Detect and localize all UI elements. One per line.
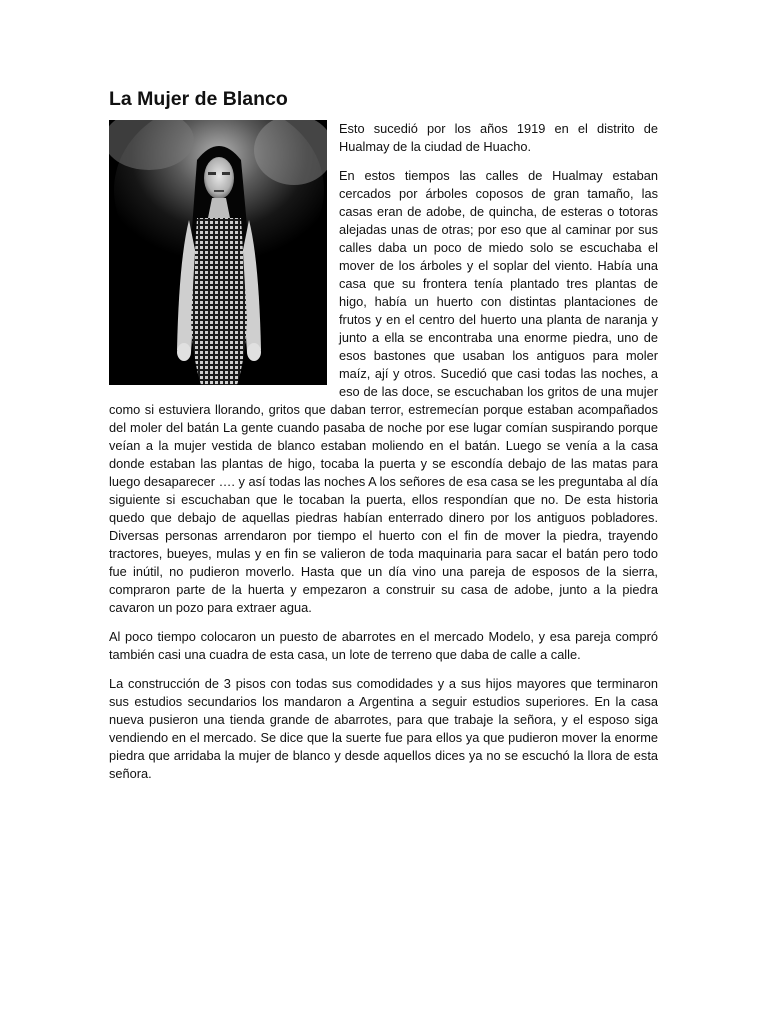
paragraph-2: En estos tiempos las calles de Hualmay estaban cercados por árboles coposos de gran tamaño, las casas eran de adobe, de quincha, de esteras o totoras alejadas unas de otras; por eso que al caminar por sus calles daba un poco de miedo solo se escuchaba el mover de los árboles y el soplar del viento. Había una casa que su frontera tenía plantado tres plantas de higo, había un huerto con distintas plantaciones de frutos y en el centro del huerto una planta de naranja y junto a ella se encontraba una enorme piedra, uno de esos bastones que usaban los antiguos para moler maíz, ají y otros. Sucedió que casi todas las noches, a eso de las doce, se escuchaban los gritos de una mujer como si estuviera llorando, gritos que daban terror, estremecían porque estaban acompañados del moler del batán La gente cuando pasaba de noche por ese lugar comían suspirando porque veían a la mujer vestida de blanco estaban moliendo en el batán. Luego se venía a la casa donde estaban las plantas de higo, tocaba la puerta y se escondía debajo de las matas para luego desaparecer …. y así todas las noches A los señores de esa casa se les preguntaba al día siguiente si escuchaban que le tocaban la puerta, ellos respondían que no. De esta historia quedo que debajo de aquellas piedras habían enterrado dinero por los antiguos pobladores. Diversas personas arrendaron por tiempo el huerto con el fin de mover la piedra, trayendo tractores, bueyes, mulas y en fin se valieron de toda maquinaria para sacar el batán pero todo fue inútil, no pudieron moverlo. Hasta que un día vino una pareja de esposos de la sierra, compraron parte de la huerta y empezaron a construir su casa de adobe, junto a la piedra cavaron un pozo para extraer agua. [109, 168, 658, 615]
woman-in-darkness-photo [109, 120, 327, 385]
paragraph-3: Al poco tiempo colocaron un puesto de abarrotes en el mercado Modelo, y esa pareja compró también casi una cuadra de esta casa, un lote de terreno que daba de calle a calle. [109, 629, 658, 662]
document-page [109, 86, 658, 794]
paragraph-1: Esto sucedió por los años 1919 en el distrito de Hualmay de la ciudad de Huacho. [339, 121, 658, 154]
document-title: La Mujer de Blanco [109, 88, 288, 110]
paragraph-4: La construcción de 3 pisos con todas sus comodidades y a sus hijos mayores que terminaron sus estudios secundarios los mandaron a Argentina a seguir estudios superiores. En la casa nueva pusieron una tienda grande de abarrotes, para que trabaje la señora, y el esposo siga vendiendo en el mercado. Se dice que la suerte fue para ellos ya que pudieron mover la enorme piedra que arridaba la mujer de blanco y desde aquellos dices ya no se escuchó la llora de esta señora. [109, 676, 658, 781]
